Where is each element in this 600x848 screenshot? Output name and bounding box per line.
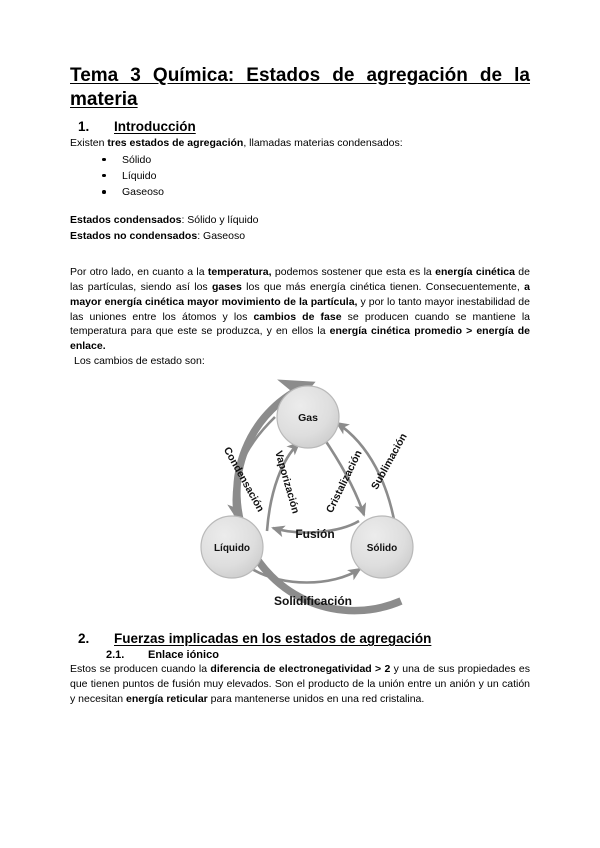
spacer	[70, 245, 530, 265]
para-text: se producen cuando se mantiene la temperatura para que este se produzca, y en ellos la	[70, 310, 530, 338]
section-1-title: Introducción	[114, 118, 196, 134]
para-bold: temperatura,	[207, 265, 272, 278]
para-text: para mantenerse unidos en una red cristalina.	[207, 692, 425, 705]
para-bold: energía reticular	[126, 692, 208, 705]
section-1-number: 1.	[78, 118, 90, 134]
para-text: y por lo tanto mayor inestabilidad de las uniones entre los átomos y los	[70, 295, 530, 323]
list-item: Gaseoso	[100, 184, 530, 200]
page-title	[70, 64, 530, 113]
list-item: Sólido	[100, 152, 530, 168]
para-text: Por otro lado, en cuanto a la	[70, 265, 208, 278]
intro-suffix: , llamadas materias condensados:	[243, 136, 403, 149]
section-1-heading	[70, 119, 530, 134]
ionic-bond-paragraph	[70, 662, 530, 707]
section-2-number: 2.	[78, 631, 90, 647]
label-sublimacion: Sublimación	[368, 431, 410, 492]
condensed-states-value: : Sólido y líquido	[181, 214, 259, 227]
changes-intro-line: Los cambios de estado son:	[74, 355, 205, 368]
non-condensed-states-line	[70, 229, 530, 245]
section-2-1-title: Enlace iónico	[148, 649, 219, 662]
diagram-container	[70, 373, 530, 625]
node-solido	[351, 516, 413, 578]
non-condensed-states-value: : Gaseoso	[197, 230, 246, 243]
label-vaporizacion: Vaporización	[272, 449, 302, 516]
document-content	[70, 64, 530, 707]
para-text: los que más energía cinética tienen. Consecuentemente,	[241, 280, 525, 293]
para-bold: energía cinética	[435, 265, 515, 278]
section-2-heading	[70, 631, 530, 646]
para-text: podemos sostener que esta es la	[271, 265, 436, 278]
node-gas-label: Gas	[298, 412, 318, 425]
intro-bold: tres estados de agregación	[107, 136, 244, 149]
list-item: Líquido	[100, 168, 530, 184]
condensed-states-label: Estados condensados	[70, 214, 182, 227]
para-bold: cambios de fase	[253, 310, 342, 323]
label-solidificacion: Solidificación	[273, 594, 353, 609]
section-2-1-number: 2.1.	[106, 649, 125, 662]
section-2-1-heading	[70, 649, 530, 661]
temperature-paragraph	[70, 265, 530, 354]
label-condensacion: Condensación	[220, 445, 267, 515]
page-title-line1: Tema 3 Química: Estados de agregación de la	[70, 65, 530, 86]
section-1-intro	[70, 136, 530, 151]
para-text: y una de sus propiedades es que tienen puntos de fusión muy elevados. Son el producto de la unión entre un anión y un catión y necesitan	[70, 663, 530, 705]
node-liquido	[201, 516, 263, 578]
page-title-line2: materia	[70, 89, 138, 111]
para-bold: a mayor energía cinética mayor movimiento de la partícula,	[70, 280, 530, 308]
section-2-title: Fuerzas implicadas en los estados de agregación	[114, 631, 432, 647]
para-text: de las partículas, siendo así los	[70, 265, 530, 293]
para-bold: diferencia de electronegatividad > 2	[210, 663, 391, 676]
condensed-states-line	[70, 213, 530, 229]
para-bold: gases	[212, 280, 242, 293]
node-liquido-label: Líquido	[213, 543, 251, 555]
spacer	[70, 200, 530, 213]
node-gas	[277, 386, 339, 448]
label-fusion: Fusión	[295, 527, 335, 542]
para-text: Estos se producen cuando la	[70, 663, 211, 676]
intro-prefix: Existen	[70, 136, 108, 149]
node-solido-label: Sólido	[366, 543, 398, 555]
phase-change-diagram	[174, 373, 442, 623]
label-cristalizacion: Cristalización	[323, 448, 365, 516]
non-condensed-states-label: Estados no condensados	[70, 230, 198, 243]
para-bold: energía cinética promedio > energía de enlace.	[70, 325, 531, 353]
states-bullet-list	[70, 152, 530, 201]
